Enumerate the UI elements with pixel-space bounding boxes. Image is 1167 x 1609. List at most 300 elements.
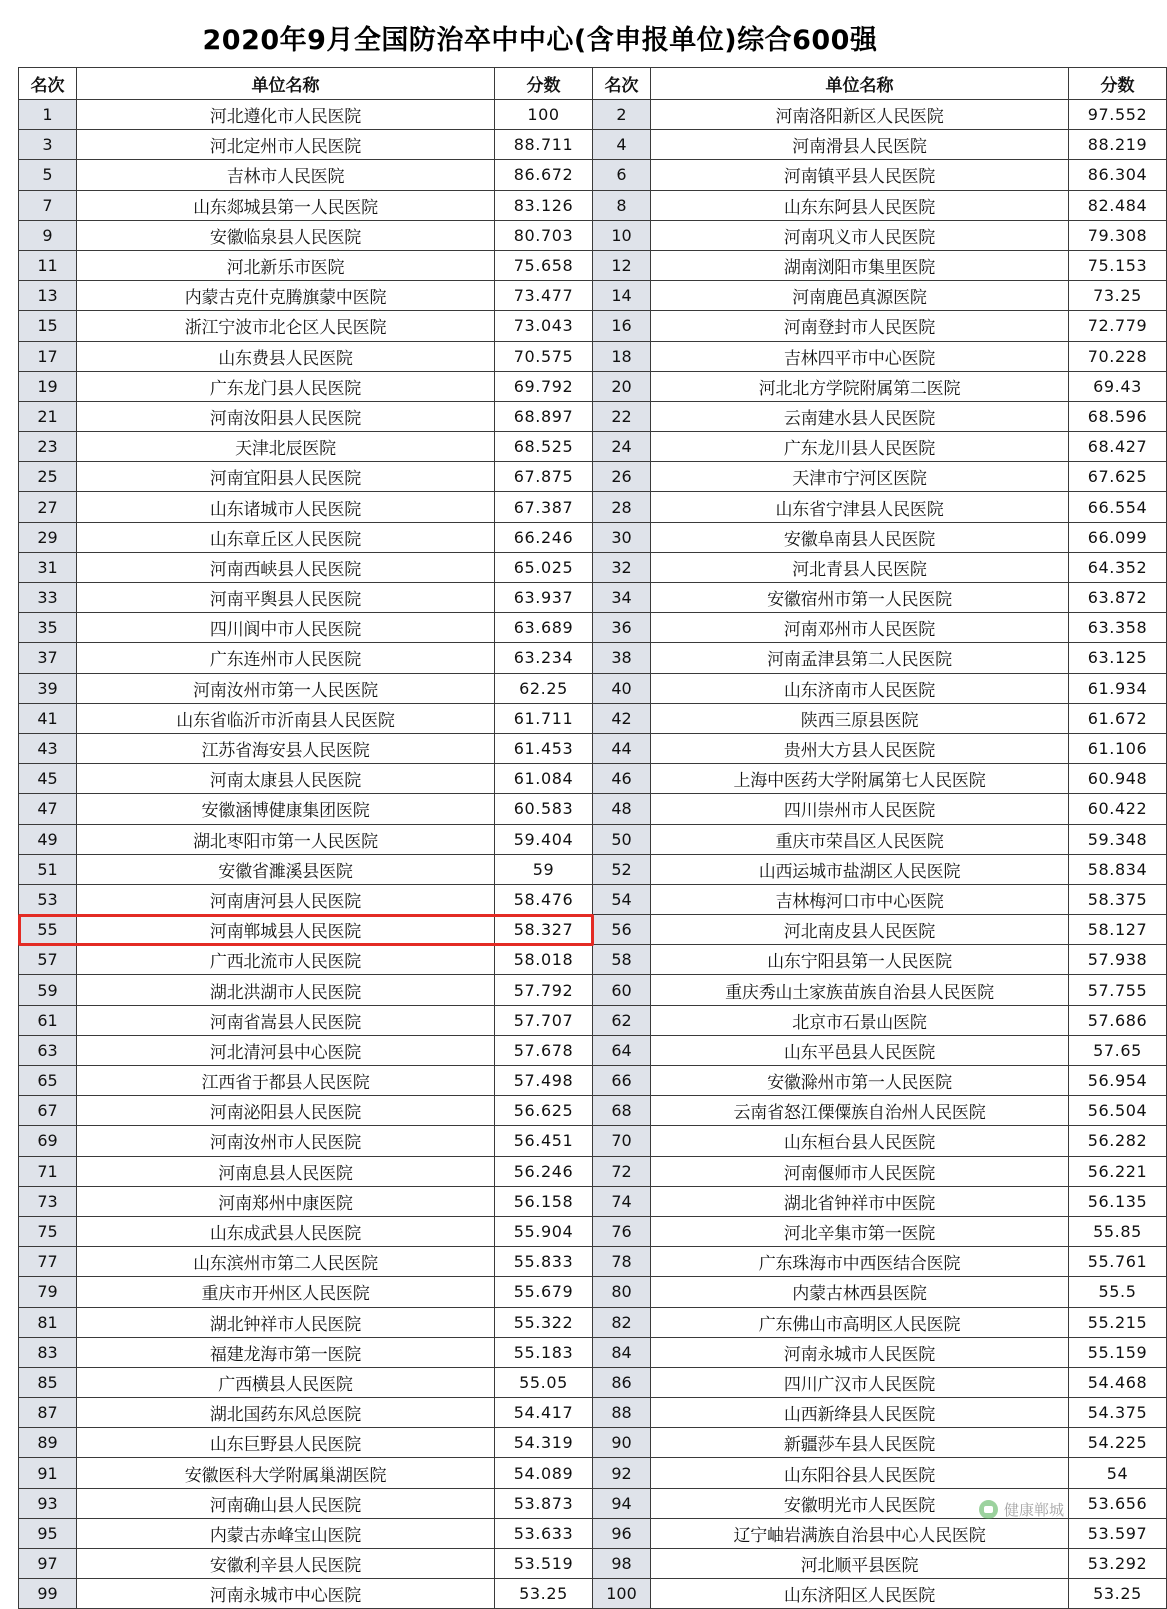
name-cell-right: 四川广汉市人民医院 bbox=[651, 1367, 1069, 1397]
score-cell-left: 65.025 bbox=[495, 552, 593, 582]
rank-cell-left: 37 bbox=[19, 643, 77, 673]
rank-cell-right: 10 bbox=[593, 220, 651, 250]
rank-cell-left: 73 bbox=[19, 1186, 77, 1216]
score-cell-right: 63.125 bbox=[1069, 643, 1167, 673]
score-cell-right: 59.348 bbox=[1069, 824, 1167, 854]
table-row bbox=[19, 100, 1167, 130]
rank-cell-left: 11 bbox=[19, 250, 77, 280]
rank-cell-left: 31 bbox=[19, 552, 77, 582]
rank-cell-left: 45 bbox=[19, 764, 77, 794]
rank-cell-left: 65 bbox=[19, 1066, 77, 1096]
rank-cell-right: 58 bbox=[593, 945, 651, 975]
rank-cell-right: 96 bbox=[593, 1518, 651, 1548]
table-row bbox=[19, 1005, 1167, 1035]
rank-cell-left: 49 bbox=[19, 824, 77, 854]
rank-cell-right: 18 bbox=[593, 341, 651, 371]
name-cell-right: 山东济阳区人民医院 bbox=[651, 1579, 1069, 1609]
score-cell-left: 57.498 bbox=[495, 1066, 593, 1096]
score-cell-left: 68.897 bbox=[495, 401, 593, 431]
table-row bbox=[19, 492, 1167, 522]
rank-cell-right: 42 bbox=[593, 703, 651, 733]
rank-cell-left: 63 bbox=[19, 1035, 77, 1065]
rank-cell-left: 77 bbox=[19, 1247, 77, 1277]
rank-cell-left: 51 bbox=[19, 854, 77, 884]
table-row bbox=[19, 824, 1167, 854]
rank-cell-right: 16 bbox=[593, 311, 651, 341]
table-row bbox=[19, 1549, 1167, 1579]
score-cell-left: 53.873 bbox=[495, 1488, 593, 1518]
score-cell-left: 55.05 bbox=[495, 1367, 593, 1397]
name-cell-left: 安徽医科大学附属巢湖医院 bbox=[77, 1458, 495, 1488]
rank-cell-right: 52 bbox=[593, 854, 651, 884]
name-cell-right: 河南镇平县人民医院 bbox=[651, 160, 1069, 190]
rank-cell-left: 9 bbox=[19, 220, 77, 250]
score-cell-left: 66.246 bbox=[495, 522, 593, 552]
name-cell-left: 河南汝州市人民医院 bbox=[77, 1126, 495, 1156]
name-cell-left: 河南唐河县人民医院 bbox=[77, 884, 495, 914]
rank-cell-left: 75 bbox=[19, 1216, 77, 1246]
rank-cell-left: 71 bbox=[19, 1156, 77, 1186]
score-cell-right: 63.872 bbox=[1069, 583, 1167, 613]
rank-cell-left: 55 bbox=[19, 915, 77, 945]
name-cell-right: 河南永城市人民医院 bbox=[651, 1337, 1069, 1367]
rank-cell-left: 93 bbox=[19, 1488, 77, 1518]
name-cell-right: 北京市石景山医院 bbox=[651, 1005, 1069, 1035]
score-cell-right: 57.938 bbox=[1069, 945, 1167, 975]
table-row bbox=[19, 1518, 1167, 1548]
name-cell-left: 河南确山县人民医院 bbox=[77, 1488, 495, 1518]
table-row bbox=[19, 733, 1167, 763]
table-row bbox=[19, 854, 1167, 884]
table-row bbox=[19, 1398, 1167, 1428]
score-cell-left: 100 bbox=[495, 100, 593, 130]
rank-cell-right: 92 bbox=[593, 1458, 651, 1488]
name-cell-right: 山东平邑县人民医院 bbox=[651, 1035, 1069, 1065]
rank-cell-left: 87 bbox=[19, 1398, 77, 1428]
score-cell-left: 61.711 bbox=[495, 703, 593, 733]
rank-cell-left: 39 bbox=[19, 673, 77, 703]
name-cell-right: 广东龙川县人民医院 bbox=[651, 432, 1069, 462]
table-row bbox=[19, 1579, 1167, 1609]
header-score-left: 分数 bbox=[495, 68, 593, 100]
name-cell-left: 天津北辰医院 bbox=[77, 432, 495, 462]
table-row bbox=[19, 613, 1167, 643]
name-cell-left: 河北清河县中心医院 bbox=[77, 1035, 495, 1065]
name-cell-right: 广东珠海市中西医结合医院 bbox=[651, 1247, 1069, 1277]
score-cell-right: 86.304 bbox=[1069, 160, 1167, 190]
table-row bbox=[19, 794, 1167, 824]
name-cell-right: 河北北方学院附属第二医院 bbox=[651, 371, 1069, 401]
score-cell-left: 57.707 bbox=[495, 1005, 593, 1035]
name-cell-left: 湖北枣阳市第一人民医院 bbox=[77, 824, 495, 854]
name-cell-left: 河北定州市人民医院 bbox=[77, 130, 495, 160]
score-cell-right: 57.755 bbox=[1069, 975, 1167, 1005]
rank-cell-right: 90 bbox=[593, 1428, 651, 1458]
rank-cell-right: 28 bbox=[593, 492, 651, 522]
score-cell-left: 59.404 bbox=[495, 824, 593, 854]
score-cell-right: 57.65 bbox=[1069, 1035, 1167, 1065]
header-score-right: 分数 bbox=[1069, 68, 1167, 100]
score-cell-right: 55.215 bbox=[1069, 1307, 1167, 1337]
wechat-icon bbox=[979, 1500, 998, 1519]
header-name-right: 单位名称 bbox=[651, 68, 1069, 100]
name-cell-right: 山东宁阳县第一人民医院 bbox=[651, 945, 1069, 975]
rank-cell-left: 59 bbox=[19, 975, 77, 1005]
header-rank-right: 名次 bbox=[593, 68, 651, 100]
rank-cell-right: 66 bbox=[593, 1066, 651, 1096]
score-cell-left: 75.658 bbox=[495, 250, 593, 280]
rank-cell-left: 89 bbox=[19, 1428, 77, 1458]
score-cell-left: 58.476 bbox=[495, 884, 593, 914]
score-cell-left: 55.904 bbox=[495, 1216, 593, 1246]
name-cell-right: 山东东阿县人民医院 bbox=[651, 190, 1069, 220]
name-cell-right: 河南巩义市人民医院 bbox=[651, 220, 1069, 250]
name-cell-right: 河北顺平县医院 bbox=[651, 1549, 1069, 1579]
rank-cell-right: 100 bbox=[593, 1579, 651, 1609]
table-row bbox=[19, 462, 1167, 492]
name-cell-left: 内蒙古赤峰宝山医院 bbox=[77, 1518, 495, 1548]
score-cell-right: 61.672 bbox=[1069, 703, 1167, 733]
name-cell-left: 湖北钟祥市人民医院 bbox=[77, 1307, 495, 1337]
table-row bbox=[19, 130, 1167, 160]
score-cell-right: 72.779 bbox=[1069, 311, 1167, 341]
rank-cell-left: 29 bbox=[19, 522, 77, 552]
rank-cell-right: 56 bbox=[593, 915, 651, 945]
rank-cell-right: 70 bbox=[593, 1126, 651, 1156]
rank-cell-left: 99 bbox=[19, 1579, 77, 1609]
score-cell-left: 55.679 bbox=[495, 1277, 593, 1307]
score-cell-right: 82.484 bbox=[1069, 190, 1167, 220]
name-cell-left: 山东章丘区人民医院 bbox=[77, 522, 495, 552]
rank-cell-left: 35 bbox=[19, 613, 77, 643]
name-cell-right: 山东阳谷县人民医院 bbox=[651, 1458, 1069, 1488]
rank-cell-right: 48 bbox=[593, 794, 651, 824]
score-cell-right: 66.099 bbox=[1069, 522, 1167, 552]
rank-cell-left: 91 bbox=[19, 1458, 77, 1488]
rank-cell-right: 88 bbox=[593, 1398, 651, 1428]
rank-cell-right: 8 bbox=[593, 190, 651, 220]
rank-cell-left: 97 bbox=[19, 1549, 77, 1579]
name-cell-right: 云南建水县人民医院 bbox=[651, 401, 1069, 431]
rank-cell-right: 78 bbox=[593, 1247, 651, 1277]
rank-cell-right: 86 bbox=[593, 1367, 651, 1397]
name-cell-right: 河南孟津县第二人民医院 bbox=[651, 643, 1069, 673]
name-cell-left: 福建龙海市第一医院 bbox=[77, 1337, 495, 1367]
rank-cell-right: 2 bbox=[593, 100, 651, 130]
score-cell-left: 54.319 bbox=[495, 1428, 593, 1458]
score-cell-right: 75.153 bbox=[1069, 250, 1167, 280]
rank-cell-right: 62 bbox=[593, 1005, 651, 1035]
score-cell-right: 73.25 bbox=[1069, 281, 1167, 311]
name-cell-left: 河南郸城县人民医院 bbox=[77, 915, 495, 945]
rank-cell-left: 33 bbox=[19, 583, 77, 613]
rank-cell-left: 57 bbox=[19, 945, 77, 975]
rank-cell-left: 21 bbox=[19, 401, 77, 431]
score-cell-left: 67.387 bbox=[495, 492, 593, 522]
score-cell-left: 59 bbox=[495, 854, 593, 884]
rank-cell-left: 53 bbox=[19, 884, 77, 914]
score-cell-left: 56.625 bbox=[495, 1096, 593, 1126]
name-cell-right: 安徽宿州市第一人民医院 bbox=[651, 583, 1069, 613]
name-cell-right: 吉林四平市中心医院 bbox=[651, 341, 1069, 371]
name-cell-left: 河南宜阳县人民医院 bbox=[77, 462, 495, 492]
name-cell-left: 山东费县人民医院 bbox=[77, 341, 495, 371]
score-cell-right: 68.596 bbox=[1069, 401, 1167, 431]
name-cell-left: 广西横县人民医院 bbox=[77, 1367, 495, 1397]
score-cell-left: 63.937 bbox=[495, 583, 593, 613]
table-row bbox=[19, 1337, 1167, 1367]
score-cell-right: 54.375 bbox=[1069, 1398, 1167, 1428]
rank-cell-left: 5 bbox=[19, 160, 77, 190]
name-cell-right: 内蒙古林西县医院 bbox=[651, 1277, 1069, 1307]
table-row bbox=[19, 160, 1167, 190]
name-cell-right: 河北辛集市第一医院 bbox=[651, 1216, 1069, 1246]
score-cell-left: 54.417 bbox=[495, 1398, 593, 1428]
name-cell-right: 湖南浏阳市集里医院 bbox=[651, 250, 1069, 280]
table-row bbox=[19, 703, 1167, 733]
rank-cell-left: 1 bbox=[19, 100, 77, 130]
name-cell-right: 河南登封市人民医院 bbox=[651, 311, 1069, 341]
name-cell-right: 云南省怒江傈僳族自治州人民医院 bbox=[651, 1096, 1069, 1126]
rank-cell-left: 95 bbox=[19, 1518, 77, 1548]
score-cell-left: 53.633 bbox=[495, 1518, 593, 1548]
score-cell-left: 70.575 bbox=[495, 341, 593, 371]
name-cell-right: 山西运城市盐湖区人民医院 bbox=[651, 854, 1069, 884]
table-row bbox=[19, 975, 1167, 1005]
name-cell-right: 山东桓台县人民医院 bbox=[651, 1126, 1069, 1156]
score-cell-right: 66.554 bbox=[1069, 492, 1167, 522]
name-cell-right: 山东省宁津县人民医院 bbox=[651, 492, 1069, 522]
score-cell-left: 80.703 bbox=[495, 220, 593, 250]
score-cell-right: 97.552 bbox=[1069, 100, 1167, 130]
score-cell-right: 58.375 bbox=[1069, 884, 1167, 914]
name-cell-left: 湖北国药东风总医院 bbox=[77, 1398, 495, 1428]
rank-cell-right: 34 bbox=[593, 583, 651, 613]
rank-cell-left: 83 bbox=[19, 1337, 77, 1367]
score-cell-left: 88.711 bbox=[495, 130, 593, 160]
name-cell-left: 河北遵化市人民医院 bbox=[77, 100, 495, 130]
table-row bbox=[19, 341, 1167, 371]
name-cell-right: 陕西三原县医院 bbox=[651, 703, 1069, 733]
score-cell-left: 53.519 bbox=[495, 1549, 593, 1579]
name-cell-left: 安徽利辛县人民医院 bbox=[77, 1549, 495, 1579]
score-cell-left: 56.451 bbox=[495, 1126, 593, 1156]
score-cell-left: 61.453 bbox=[495, 733, 593, 763]
rank-cell-left: 79 bbox=[19, 1277, 77, 1307]
score-cell-right: 56.135 bbox=[1069, 1186, 1167, 1216]
name-cell-right: 上海中医药大学附属第七人民医院 bbox=[651, 764, 1069, 794]
score-cell-right: 63.358 bbox=[1069, 613, 1167, 643]
table-row bbox=[19, 764, 1167, 794]
score-cell-right: 61.106 bbox=[1069, 733, 1167, 763]
score-cell-right: 53.656 bbox=[1069, 1488, 1167, 1518]
name-cell-left: 河南省嵩县人民医院 bbox=[77, 1005, 495, 1035]
table-row bbox=[19, 432, 1167, 462]
score-cell-left: 83.126 bbox=[495, 190, 593, 220]
score-cell-right: 60.422 bbox=[1069, 794, 1167, 824]
name-cell-left: 安徽省濉溪县医院 bbox=[77, 854, 495, 884]
score-cell-right: 53.25 bbox=[1069, 1579, 1167, 1609]
table-row bbox=[19, 250, 1167, 280]
score-cell-left: 55.183 bbox=[495, 1337, 593, 1367]
score-cell-right: 54 bbox=[1069, 1458, 1167, 1488]
score-cell-right: 54.225 bbox=[1069, 1428, 1167, 1458]
score-cell-right: 58.127 bbox=[1069, 915, 1167, 945]
score-cell-right: 67.625 bbox=[1069, 462, 1167, 492]
name-cell-left: 河南平舆县人民医院 bbox=[77, 583, 495, 613]
score-cell-left: 57.678 bbox=[495, 1035, 593, 1065]
header-rank-left: 名次 bbox=[19, 68, 77, 100]
watermark-label: 健康郸城 bbox=[1003, 1501, 1064, 1519]
name-cell-right: 河北南皮县人民医院 bbox=[651, 915, 1069, 945]
rank-cell-right: 20 bbox=[593, 371, 651, 401]
rank-cell-left: 25 bbox=[19, 462, 77, 492]
name-cell-left: 江苏省海安县人民医院 bbox=[77, 733, 495, 763]
table-row bbox=[19, 1035, 1167, 1065]
table-row bbox=[19, 1307, 1167, 1337]
score-cell-right: 55.761 bbox=[1069, 1247, 1167, 1277]
rank-cell-left: 81 bbox=[19, 1307, 77, 1337]
table-row bbox=[19, 915, 1167, 945]
name-cell-right: 重庆市荣昌区人民医院 bbox=[651, 824, 1069, 854]
score-cell-right: 55.85 bbox=[1069, 1216, 1167, 1246]
name-cell-left: 河南汝州市第一人民医院 bbox=[77, 673, 495, 703]
name-cell-right: 河南偃师市人民医院 bbox=[651, 1156, 1069, 1186]
score-cell-right: 79.308 bbox=[1069, 220, 1167, 250]
name-cell-right: 广东佛山市高明区人民医院 bbox=[651, 1307, 1069, 1337]
rank-cell-left: 61 bbox=[19, 1005, 77, 1035]
rank-cell-left: 69 bbox=[19, 1126, 77, 1156]
score-cell-left: 55.322 bbox=[495, 1307, 593, 1337]
score-cell-right: 70.228 bbox=[1069, 341, 1167, 371]
table-row bbox=[19, 1428, 1167, 1458]
rank-cell-left: 67 bbox=[19, 1096, 77, 1126]
rank-cell-left: 47 bbox=[19, 794, 77, 824]
rank-cell-right: 36 bbox=[593, 613, 651, 643]
rank-cell-right: 84 bbox=[593, 1337, 651, 1367]
name-cell-right: 吉林梅河口市中心医院 bbox=[651, 884, 1069, 914]
name-cell-left: 重庆市开州区人民医院 bbox=[77, 1277, 495, 1307]
table-row bbox=[19, 281, 1167, 311]
name-cell-left: 河南息县人民医院 bbox=[77, 1156, 495, 1186]
table-row bbox=[19, 401, 1167, 431]
rank-cell-right: 76 bbox=[593, 1216, 651, 1246]
table-row bbox=[19, 583, 1167, 613]
rank-cell-right: 82 bbox=[593, 1307, 651, 1337]
score-cell-right: 55.159 bbox=[1069, 1337, 1167, 1367]
score-cell-left: 56.246 bbox=[495, 1156, 593, 1186]
name-cell-left: 山东省临沂市沂南县人民医院 bbox=[77, 703, 495, 733]
name-cell-left: 河南郑州中康医院 bbox=[77, 1186, 495, 1216]
name-cell-right: 河北青县人民医院 bbox=[651, 552, 1069, 582]
name-cell-right: 辽宁岫岩满族自治县中心人民医院 bbox=[651, 1518, 1069, 1548]
name-cell-right: 贵州大方县人民医院 bbox=[651, 733, 1069, 763]
name-cell-right: 湖北省钟祥市中医院 bbox=[651, 1186, 1069, 1216]
rank-cell-right: 74 bbox=[593, 1186, 651, 1216]
rank-cell-left: 15 bbox=[19, 311, 77, 341]
rank-cell-right: 98 bbox=[593, 1549, 651, 1579]
score-cell-left: 73.043 bbox=[495, 311, 593, 341]
score-cell-right: 88.219 bbox=[1069, 130, 1167, 160]
header-name-left: 单位名称 bbox=[77, 68, 495, 100]
name-cell-left: 河南太康县人民医院 bbox=[77, 764, 495, 794]
rank-cell-right: 68 bbox=[593, 1096, 651, 1126]
name-cell-right: 天津市宁河区医院 bbox=[651, 462, 1069, 492]
rank-cell-right: 30 bbox=[593, 522, 651, 552]
table-row bbox=[19, 1096, 1167, 1126]
score-cell-left: 86.672 bbox=[495, 160, 593, 190]
rank-cell-right: 80 bbox=[593, 1277, 651, 1307]
table-row bbox=[19, 311, 1167, 341]
name-cell-right: 四川崇州市人民医院 bbox=[651, 794, 1069, 824]
table-row bbox=[19, 884, 1167, 914]
score-cell-left: 58.327 bbox=[495, 915, 593, 945]
table-row bbox=[19, 1126, 1167, 1156]
name-cell-left: 河北新乐市医院 bbox=[77, 250, 495, 280]
name-cell-left: 山东巨野县人民医院 bbox=[77, 1428, 495, 1458]
score-cell-left: 62.25 bbox=[495, 673, 593, 703]
score-cell-right: 53.597 bbox=[1069, 1518, 1167, 1548]
name-cell-right: 山西新绛县人民医院 bbox=[651, 1398, 1069, 1428]
score-cell-right: 53.292 bbox=[1069, 1549, 1167, 1579]
score-cell-left: 60.583 bbox=[495, 794, 593, 824]
name-cell-left: 江西省于都县人民医院 bbox=[77, 1066, 495, 1096]
name-cell-left: 吉林市人民医院 bbox=[77, 160, 495, 190]
name-cell-left: 广西北流市人民医院 bbox=[77, 945, 495, 975]
table-row bbox=[19, 552, 1167, 582]
score-cell-left: 61.084 bbox=[495, 764, 593, 794]
score-cell-left: 53.25 bbox=[495, 1579, 593, 1609]
score-cell-right: 56.221 bbox=[1069, 1156, 1167, 1186]
score-cell-left: 63.689 bbox=[495, 613, 593, 643]
score-cell-right: 56.282 bbox=[1069, 1126, 1167, 1156]
name-cell-left: 内蒙古克什克腾旗蒙中医院 bbox=[77, 281, 495, 311]
name-cell-right: 河南洛阳新区人民医院 bbox=[651, 100, 1069, 130]
score-cell-left: 58.018 bbox=[495, 945, 593, 975]
table-row bbox=[19, 1458, 1167, 1488]
score-cell-right: 64.352 bbox=[1069, 552, 1167, 582]
score-cell-right: 61.934 bbox=[1069, 673, 1167, 703]
rank-cell-right: 14 bbox=[593, 281, 651, 311]
table-row bbox=[19, 1066, 1167, 1096]
table-row bbox=[19, 1156, 1167, 1186]
name-cell-left: 湖北洪湖市人民医院 bbox=[77, 975, 495, 1005]
table-row bbox=[19, 945, 1167, 975]
name-cell-right: 新疆莎车县人民医院 bbox=[651, 1428, 1069, 1458]
rank-cell-left: 27 bbox=[19, 492, 77, 522]
rank-cell-left: 3 bbox=[19, 130, 77, 160]
rank-cell-left: 43 bbox=[19, 733, 77, 763]
rank-cell-left: 7 bbox=[19, 190, 77, 220]
ranking-table bbox=[18, 67, 1167, 1609]
table-row bbox=[19, 1247, 1167, 1277]
score-cell-left: 56.158 bbox=[495, 1186, 593, 1216]
table-row bbox=[19, 220, 1167, 250]
rank-cell-right: 22 bbox=[593, 401, 651, 431]
name-cell-left: 河南西峡县人民医院 bbox=[77, 552, 495, 582]
name-cell-right: 重庆秀山土家族苗族自治县人民医院 bbox=[651, 975, 1069, 1005]
name-cell-left: 广东龙门县人民医院 bbox=[77, 371, 495, 401]
name-cell-left: 广东连州市人民医院 bbox=[77, 643, 495, 673]
score-cell-left: 57.792 bbox=[495, 975, 593, 1005]
rank-cell-right: 26 bbox=[593, 462, 651, 492]
rank-cell-right: 38 bbox=[593, 643, 651, 673]
rank-cell-right: 46 bbox=[593, 764, 651, 794]
score-cell-right: 54.468 bbox=[1069, 1367, 1167, 1397]
table-row bbox=[19, 1277, 1167, 1307]
rank-cell-left: 13 bbox=[19, 281, 77, 311]
name-cell-right: 安徽阜南县人民医院 bbox=[651, 522, 1069, 552]
